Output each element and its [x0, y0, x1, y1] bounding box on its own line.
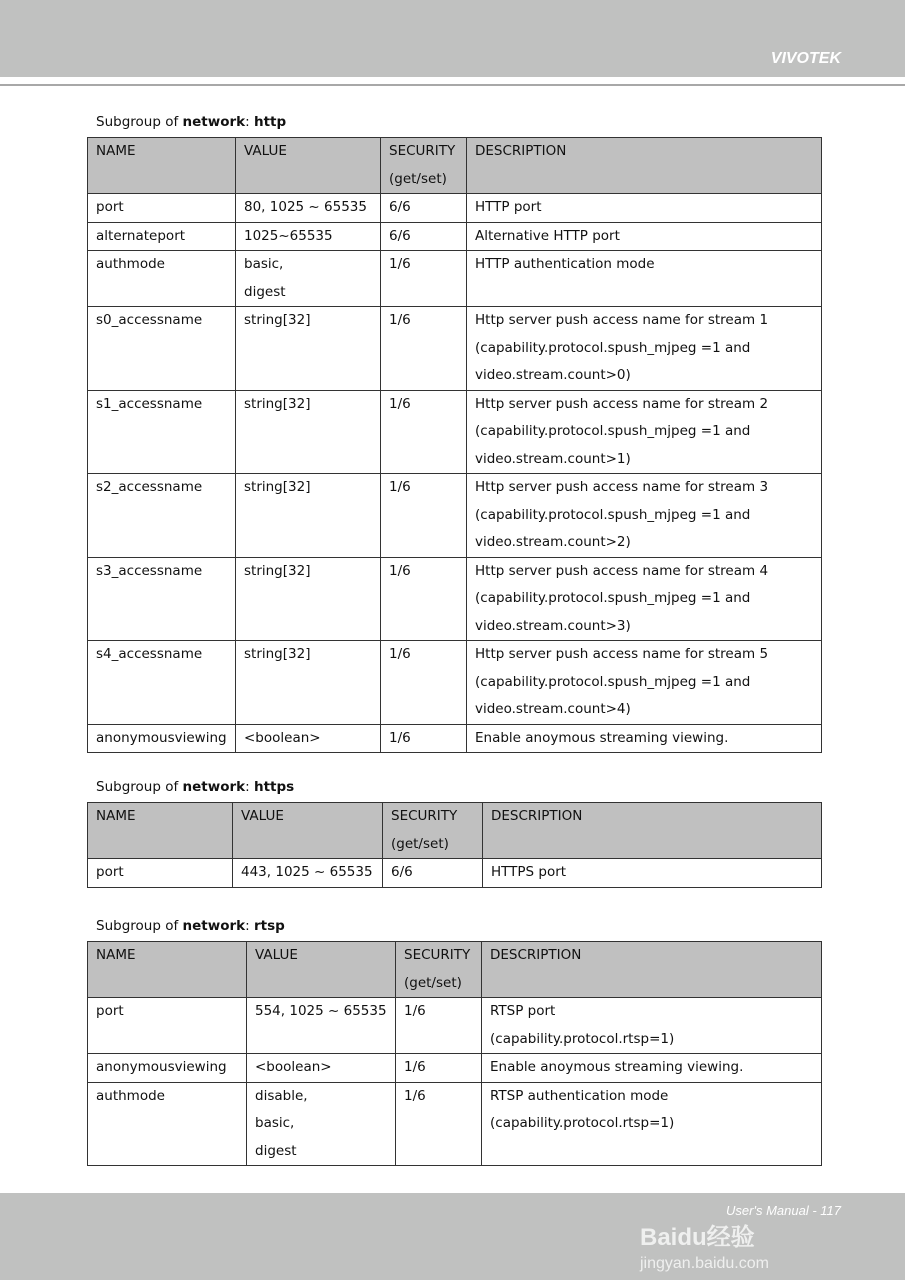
name-cell: anonymousviewing — [96, 1059, 227, 1075]
table-row — [88, 474, 822, 558]
name-cell: authmode — [96, 1087, 165, 1104]
caption-sep: : — [245, 779, 254, 795]
caption-group: network — [182, 779, 246, 795]
caption-sub: http — [253, 114, 287, 130]
security-cell: 1/6 — [389, 479, 411, 495]
name-cell: alternateport — [96, 227, 186, 244]
table-row — [88, 859, 822, 888]
value-cell: disable, basic, digest — [255, 1087, 308, 1159]
watermark-url: jingyan.baidu.com — [640, 1255, 769, 1272]
caption-group: network — [182, 918, 246, 934]
security-cell: 1/6 — [404, 1059, 426, 1075]
value-cell: string[32] — [244, 395, 311, 412]
value-cell: string[32] — [244, 312, 311, 328]
caption-prefix: Subgroup of — [96, 779, 183, 795]
table-row — [88, 390, 822, 474]
table-caption — [96, 918, 285, 934]
description-cell: Http server push access name for stream 2 (capability.protocol.spush_mjpeg =1 and video.stream.count>1) — [475, 395, 769, 467]
column-header: DESCRIPTION — [475, 143, 567, 159]
value-cell: <boolean> — [255, 1059, 332, 1075]
parameter-table — [87, 802, 822, 888]
column-header: SECURITY (get/set) — [391, 808, 458, 852]
value-cell: 1025~65535 — [244, 227, 333, 244]
table-row — [88, 724, 822, 753]
value-cell: 554, 1025 ~ 65535 — [255, 1003, 387, 1019]
name-cell: port — [96, 199, 124, 215]
table-row — [88, 557, 822, 641]
description-cell: Enable anoymous streaming viewing. — [475, 729, 729, 746]
caption-sep: : — [245, 918, 254, 934]
table-row — [88, 222, 822, 251]
security-cell: 1/6 — [389, 562, 411, 579]
description-cell: Http server push access name for stream 4 (capability.protocol.spush_mjpeg =1 and video.stream.count>3) — [475, 562, 769, 634]
table-caption — [96, 779, 294, 795]
parameter-table — [87, 137, 822, 753]
name-cell: anonymousviewing — [96, 729, 227, 746]
column-header: VALUE — [244, 143, 287, 159]
table-header-row — [88, 138, 822, 194]
description-cell: RTSP authentication mode (capability.protocol.rtsp=1) — [490, 1087, 675, 1131]
security-cell: 6/6 — [391, 864, 413, 880]
table-header-row — [88, 942, 822, 998]
column-header: VALUE — [255, 947, 298, 963]
description-cell: HTTP authentication mode — [475, 256, 655, 272]
column-header: NAME — [96, 143, 136, 159]
header-band — [0, 0, 905, 77]
description-cell: Enable anoymous streaming viewing. — [490, 1059, 744, 1075]
name-cell: s0_accessname — [96, 312, 203, 328]
value-cell: 80, 1025 ~ 65535 — [244, 199, 367, 215]
name-cell: port — [96, 1003, 124, 1019]
column-header: SECURITY (get/set) — [389, 143, 456, 187]
parameter-table — [87, 941, 822, 1166]
caption-sub: https — [253, 779, 295, 795]
value-cell: <boolean> — [244, 729, 321, 746]
value-cell: 443, 1025 ~ 65535 — [241, 864, 373, 880]
value-cell: basic, digest — [244, 256, 286, 300]
caption-sep: : — [245, 114, 254, 130]
table-row — [88, 307, 822, 391]
security-cell: 6/6 — [389, 227, 411, 244]
column-header: VALUE — [241, 808, 284, 824]
table-row — [88, 641, 822, 725]
value-cell: string[32] — [244, 646, 311, 662]
column-header: SECURITY (get/set) — [404, 947, 471, 991]
description-cell: Alternative HTTP port — [475, 227, 620, 244]
description-cell: HTTPS port — [491, 864, 567, 880]
description-cell: Http server push access name for stream 1 (capability.protocol.spush_mjpeg =1 and video.stream.count>0) — [475, 312, 769, 383]
description-cell: Http server push access name for stream 5 (capability.protocol.spush_mjpeg =1 and video.stream.count>4) — [475, 646, 769, 717]
name-cell: s3_accessname — [96, 562, 203, 579]
value-cell: string[32] — [244, 479, 311, 495]
column-header: DESCRIPTION — [491, 808, 583, 824]
name-cell: port — [96, 864, 124, 880]
security-cell: 1/6 — [389, 256, 411, 272]
caption-group: network — [182, 114, 246, 130]
column-header: NAME — [96, 947, 136, 963]
watermark: Baidu经验 — [640, 1224, 755, 1251]
security-cell: 1/6 — [389, 646, 411, 662]
page-number: User's Manual - 117 — [726, 1203, 841, 1218]
caption-prefix: Subgroup of — [96, 114, 183, 130]
name-cell: authmode — [96, 256, 165, 272]
security-cell: 6/6 — [389, 199, 411, 215]
caption-prefix: Subgroup of — [96, 918, 183, 934]
name-cell: s1_accessname — [96, 395, 203, 412]
table-row — [88, 998, 822, 1054]
description-cell: Http server push access name for stream 3 (capability.protocol.spush_mjpeg =1 and video.stream.count>2) — [475, 479, 769, 550]
security-cell: 1/6 — [404, 1087, 426, 1104]
description-cell: HTTP port — [475, 199, 542, 215]
security-cell: 1/6 — [404, 1003, 426, 1019]
name-cell: s2_accessname — [96, 479, 203, 495]
security-cell: 1/6 — [389, 312, 411, 328]
table-row — [88, 194, 822, 223]
security-cell: 1/6 — [389, 395, 411, 412]
table-header-row — [88, 803, 822, 859]
name-cell: s4_accessname — [96, 646, 203, 662]
description-cell: RTSP port (capability.protocol.rtsp=1) — [490, 1003, 675, 1047]
table-row — [88, 1082, 822, 1166]
brand-logo: VIVOTEK — [770, 50, 841, 67]
table-row — [88, 1054, 822, 1083]
caption-sub: rtsp — [253, 918, 285, 934]
header-divider — [0, 84, 905, 86]
table-row — [88, 251, 822, 307]
column-header: DESCRIPTION — [490, 947, 582, 963]
column-header: NAME — [96, 808, 136, 824]
security-cell: 1/6 — [389, 729, 411, 746]
table-caption — [96, 114, 286, 130]
value-cell: string[32] — [244, 562, 311, 579]
